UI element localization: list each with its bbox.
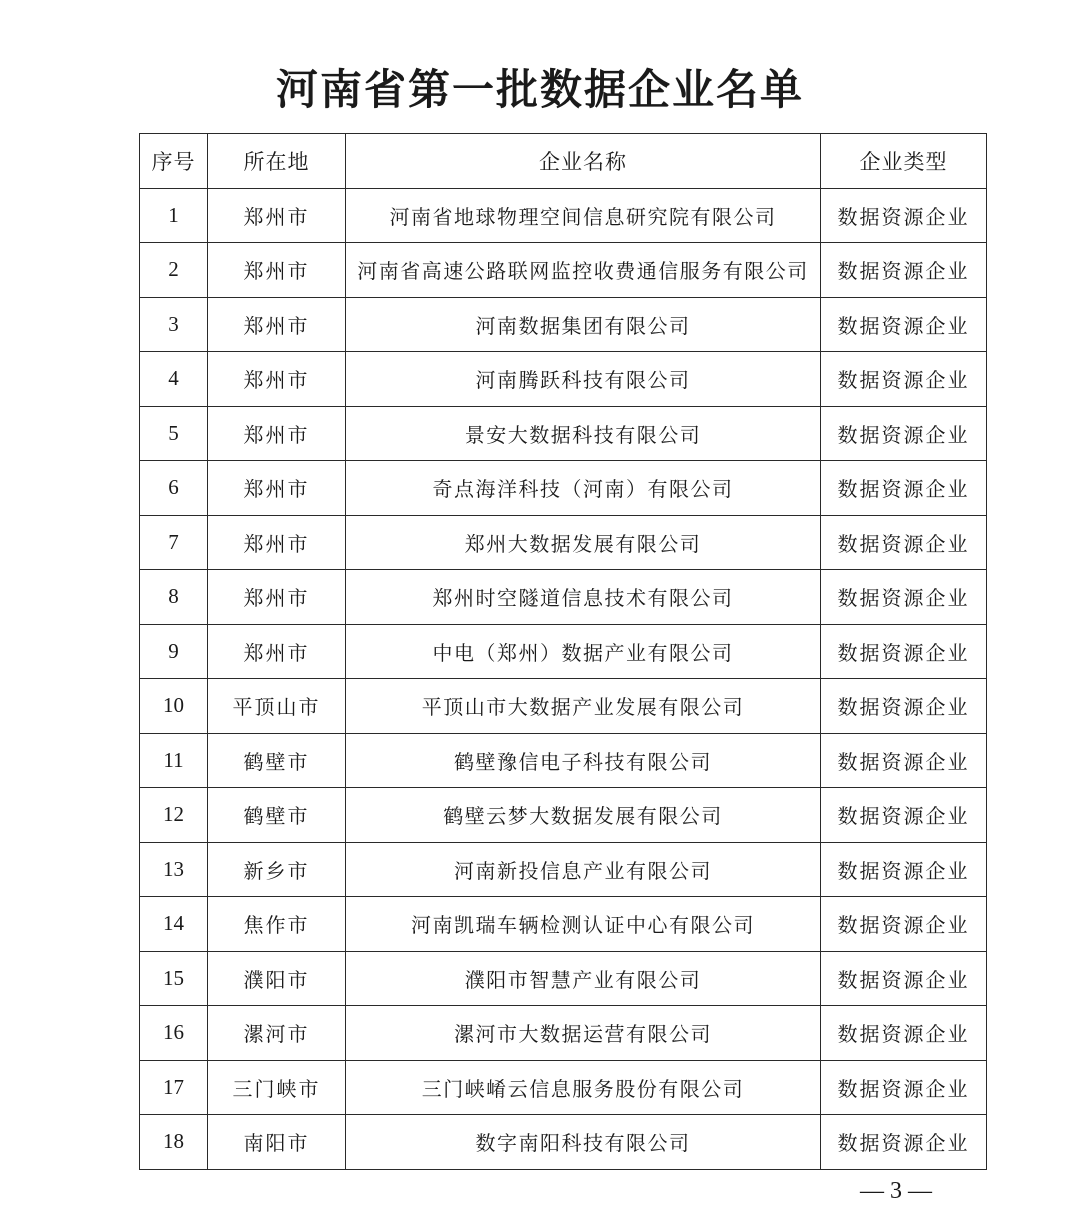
cell-company-name: 河南新投信息产业有限公司 bbox=[346, 842, 821, 897]
table-row bbox=[140, 842, 987, 897]
cell-company-type: 数据资源企业 bbox=[821, 1006, 987, 1061]
cell-serial: 10 bbox=[140, 679, 208, 734]
cell-location: 鹤壁市 bbox=[208, 788, 346, 843]
table-row bbox=[140, 1115, 987, 1170]
cell-company-type: 数据资源企业 bbox=[821, 897, 987, 952]
cell-location: 郑州市 bbox=[208, 624, 346, 679]
cell-location: 郑州市 bbox=[208, 297, 346, 352]
cell-company-name: 数字南阳科技有限公司 bbox=[346, 1115, 821, 1170]
cell-serial: 9 bbox=[140, 624, 208, 679]
cell-company-type: 数据资源企业 bbox=[821, 842, 987, 897]
cell-serial: 16 bbox=[140, 1006, 208, 1061]
table-body bbox=[140, 188, 987, 1169]
cell-company-name: 河南数据集团有限公司 bbox=[346, 297, 821, 352]
table-row bbox=[140, 352, 987, 407]
table-row bbox=[140, 515, 987, 570]
page-title: 河南省第一批数据企业名单 bbox=[275, 65, 804, 114]
cell-company-name: 三门峡崤云信息服务股份有限公司 bbox=[346, 1060, 821, 1115]
cell-company-type: 数据资源企业 bbox=[821, 624, 987, 679]
cell-serial: 2 bbox=[140, 243, 208, 298]
table-row bbox=[140, 406, 987, 461]
cell-company-name: 漯河市大数据运营有限公司 bbox=[346, 1006, 821, 1061]
cell-company-name: 河南腾跃科技有限公司 bbox=[346, 352, 821, 407]
cell-location: 三门峡市 bbox=[208, 1060, 346, 1115]
cell-serial: 8 bbox=[140, 570, 208, 625]
table-row bbox=[140, 897, 987, 952]
table-header-row bbox=[140, 134, 987, 189]
cell-company-name: 河南省高速公路联网监控收费通信服务有限公司 bbox=[346, 243, 821, 298]
cell-serial: 6 bbox=[140, 461, 208, 516]
cell-location: 郑州市 bbox=[208, 243, 346, 298]
cell-location: 郑州市 bbox=[208, 188, 346, 243]
cell-location: 平顶山市 bbox=[208, 679, 346, 734]
table-row bbox=[140, 1060, 987, 1115]
cell-location: 濮阳市 bbox=[208, 951, 346, 1006]
cell-location: 新乡市 bbox=[208, 842, 346, 897]
cell-company-name: 平顶山市大数据产业发展有限公司 bbox=[346, 679, 821, 734]
cell-serial: 12 bbox=[140, 788, 208, 843]
cell-company-name: 濮阳市智慧产业有限公司 bbox=[346, 951, 821, 1006]
column-header-company-type: 企业类型 bbox=[821, 134, 987, 189]
column-header-company-name: 企业名称 bbox=[346, 134, 821, 189]
cell-location: 郑州市 bbox=[208, 352, 346, 407]
cell-location: 焦作市 bbox=[208, 897, 346, 952]
table-row bbox=[140, 624, 987, 679]
column-header-serial: 序号 bbox=[140, 134, 208, 189]
cell-company-name: 鹤壁云梦大数据发展有限公司 bbox=[346, 788, 821, 843]
cell-company-type: 数据资源企业 bbox=[821, 461, 987, 516]
table-row bbox=[140, 679, 987, 734]
cell-serial: 1 bbox=[140, 188, 208, 243]
cell-company-type: 数据资源企业 bbox=[821, 352, 987, 407]
enterprise-table bbox=[139, 133, 987, 1170]
cell-serial: 17 bbox=[140, 1060, 208, 1115]
table-row bbox=[140, 733, 987, 788]
cell-serial: 13 bbox=[140, 842, 208, 897]
cell-company-type: 数据资源企业 bbox=[821, 406, 987, 461]
cell-serial: 18 bbox=[140, 1115, 208, 1170]
cell-serial: 14 bbox=[140, 897, 208, 952]
cell-company-type: 数据资源企业 bbox=[821, 188, 987, 243]
cell-company-type: 数据资源企业 bbox=[821, 297, 987, 352]
cell-company-type: 数据资源企业 bbox=[821, 788, 987, 843]
cell-company-name: 河南凯瑞车辆检测认证中心有限公司 bbox=[346, 897, 821, 952]
cell-location: 郑州市 bbox=[208, 461, 346, 516]
cell-serial: 11 bbox=[140, 733, 208, 788]
cell-company-name: 郑州时空隧道信息技术有限公司 bbox=[346, 570, 821, 625]
table-row bbox=[140, 788, 987, 843]
cell-company-type: 数据资源企业 bbox=[821, 243, 987, 298]
table-row bbox=[140, 461, 987, 516]
table-row bbox=[140, 1006, 987, 1061]
cell-company-type: 数据资源企业 bbox=[821, 1115, 987, 1170]
table-row bbox=[140, 297, 987, 352]
cell-company-name: 河南省地球物理空间信息研究院有限公司 bbox=[346, 188, 821, 243]
table-row bbox=[140, 951, 987, 1006]
table-row bbox=[140, 243, 987, 298]
cell-company-type: 数据资源企业 bbox=[821, 515, 987, 570]
cell-location: 郑州市 bbox=[208, 515, 346, 570]
table-row bbox=[140, 570, 987, 625]
cell-company-type: 数据资源企业 bbox=[821, 733, 987, 788]
table-row bbox=[140, 188, 987, 243]
cell-company-name: 鹤壁豫信电子科技有限公司 bbox=[346, 733, 821, 788]
cell-location: 郑州市 bbox=[208, 406, 346, 461]
cell-location: 郑州市 bbox=[208, 570, 346, 625]
cell-serial: 4 bbox=[140, 352, 208, 407]
cell-location: 漯河市 bbox=[208, 1006, 346, 1061]
cell-location: 鹤壁市 bbox=[208, 733, 346, 788]
cell-serial: 5 bbox=[140, 406, 208, 461]
cell-company-name: 中电（郑州）数据产业有限公司 bbox=[346, 624, 821, 679]
cell-company-name: 景安大数据科技有限公司 bbox=[346, 406, 821, 461]
column-header-location: 所在地 bbox=[208, 134, 346, 189]
cell-company-type: 数据资源企业 bbox=[821, 1060, 987, 1115]
cell-company-name: 奇点海洋科技（河南）有限公司 bbox=[346, 461, 821, 516]
cell-company-name: 郑州大数据发展有限公司 bbox=[346, 515, 821, 570]
cell-serial: 7 bbox=[140, 515, 208, 570]
cell-serial: 15 bbox=[140, 951, 208, 1006]
cell-location: 南阳市 bbox=[208, 1115, 346, 1170]
page-number: — 3 — bbox=[860, 1178, 932, 1204]
cell-company-type: 数据资源企业 bbox=[821, 679, 987, 734]
cell-company-type: 数据资源企业 bbox=[821, 570, 987, 625]
cell-company-type: 数据资源企业 bbox=[821, 951, 987, 1006]
cell-serial: 3 bbox=[140, 297, 208, 352]
